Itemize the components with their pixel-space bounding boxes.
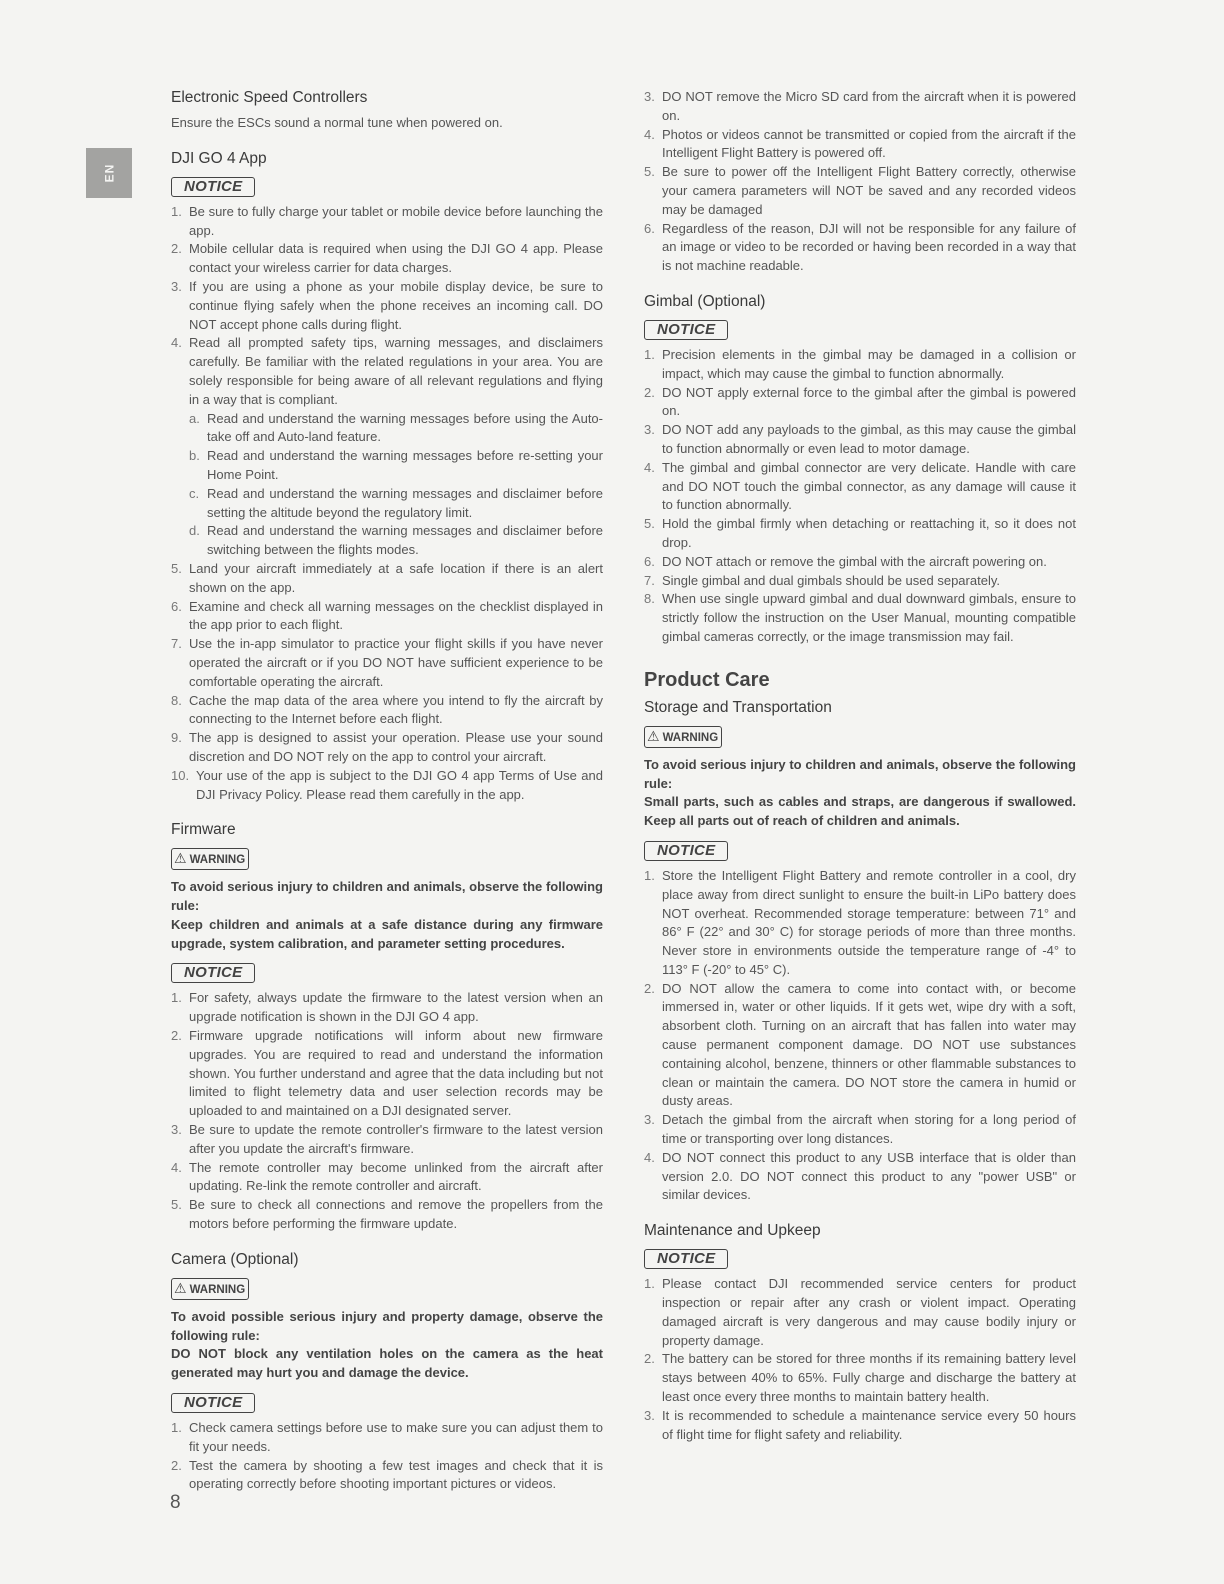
- list-item: 3. If you are using a phone as your mobile display device, be sure to continue flying safely when the phone receives an incoming call. DO NOT accept phone calls during flight.: [171, 278, 603, 332]
- esc-heading: Electronic Speed Controllers: [171, 89, 368, 106]
- list-item: 3. Detach the gimbal from the aircraft when storing for a long period of time or transporting over long distances.: [644, 1112, 1076, 1147]
- language-tab-label: EN: [101, 163, 116, 183]
- app-sublist: [189, 410, 603, 560]
- list-item: 4. Photos or videos cannot be transmitted or copied from the aircraft if the Intelligent Flight Battery is powered off.: [644, 126, 1076, 161]
- camera-list-continued: [644, 88, 1076, 276]
- list-item: 3. It is recommended to schedule a maintenance service every 50 hours of flight time for flight safety and reliability.: [644, 1407, 1076, 1442]
- list-item: 1. For safety, always update the firmware to the latest version when an upgrade notification is shown in the DJI GO 4 app.: [171, 990, 603, 1025]
- left-column: [171, 88, 603, 1494]
- camera-section: [171, 1250, 603, 1494]
- maintenance-heading: Maintenance and Upkeep: [644, 1222, 821, 1240]
- sub-list-item: a. Read and understand the warning messages before using the Auto-take off and Auto-land feature.: [189, 410, 603, 445]
- list-item: 10. Your use of the app is subject to the DJI GO 4 app Terms of Use and DJI Privacy Policy. Please read them carefully in the app.: [171, 767, 603, 802]
- list-item: 7. Single gimbal and dual gimbals should be used separately.: [644, 572, 1000, 588]
- list-item: 2. DO NOT apply external force to the gimbal after the gimbal is powered on.: [644, 384, 1076, 419]
- warning-label: ⚠ WARNING: [171, 848, 249, 870]
- storage-section: [644, 698, 1076, 1206]
- list-item: 1. Please contact DJI recommended service centers for product inspection or repair after any crash or violent impact. Operating damaged aircraft is very dangerous and may cause bodily injury or property damage.: [644, 1276, 1076, 1348]
- warning-text: To avoid serious injury to children and animals, observe the following rule: Keep children and animals at a safe distance during any firmware upgrade, system calibration, and parameter setting procedures.: [171, 879, 603, 951]
- list-item: 3. DO NOT remove the Micro SD card from the aircraft when it is powered on.: [644, 89, 1076, 123]
- list-item: 2. Test the camera by shooting a few test images and check that it is operating correctly before shooting important pictures or videos.: [171, 1457, 603, 1492]
- list-item: 6. DO NOT attach or remove the gimbal with the aircraft powering on.: [644, 553, 1047, 569]
- notice-label: NOTICE: [171, 963, 255, 983]
- firmware-list: [171, 989, 603, 1233]
- sub-list-item: c. Read and understand the warning messages and disclaimer before setting the altitude beyond the regulatory limit.: [189, 485, 603, 520]
- list-item: 2. Firmware upgrade notifications will inform about new firmware upgrades. You are required to read and understand the information shown. You further understand and agree that the data including but not limited to flight telemetry data and user selection records may be uploaded to and maintained on a DJI designated server.: [171, 1028, 603, 1119]
- warning-text: To avoid possible serious injury and property damage, observe the following rule: DO NOT block any ventilation holes on the camera as the heat generated may hurt you and damage the device.: [171, 1308, 603, 1381]
- list-item: 5. Hold the gimbal firmly when detaching or reattaching it, so it does not drop.: [644, 516, 1076, 550]
- list-item: 1. Store the Intelligent Flight Battery and remote controller in a cool, dry place away from direct sunlight to ensure the built-in LiPo battery does NOT overheat. Recommended storage temperature: between 71° and 86° F (22° and 30° C) for storage periods of more than three months. Never store in environments outside the temperature range of -4° to 113° F (-20° to 45° C).: [644, 867, 1076, 977]
- gimbal-heading: Gimbal (Optional): [644, 292, 766, 310]
- sub-list-item: d. Read and understand the warning messages and disclaimer before switching between the flights modes.: [189, 523, 603, 558]
- app-heading: DJI GO 4 App: [171, 149, 267, 167]
- app-list: [171, 203, 603, 805]
- warning-label: ⚠ WARNING: [644, 726, 722, 748]
- list-item: 5. Be sure to power off the Intelligent Flight Battery correctly, otherwise your camera parameters will NOT be saved and any recorded videos may be damaged: [644, 164, 1076, 217]
- notice-label: NOTICE: [644, 320, 728, 340]
- esc-text: Ensure the ESCs sound a normal tune when powered on.: [171, 115, 503, 130]
- list-item: 3. DO NOT add any payloads to the gimbal, as this may cause the gimbal to function abnormally or even lead to motor damage.: [644, 422, 1076, 456]
- list-item: 7. Use the in-app simulator to practice your flight skills if you have never operated the aircraft or if you DO NOT have sufficient experience to be comfortable operating the aircraft.: [171, 636, 603, 689]
- list-item: 6. Regardless of the reason, DJI will not be responsible for any failure of an image or video to be recorded or having been recorded in a way that is not machine readable.: [644, 220, 1076, 274]
- list-item: 4. DO NOT connect this product to any USB interface that is older than version 2.0. DO NOT connect this product to any "power USB" or similar devices.: [644, 1149, 1076, 1203]
- list-item: 5. Be sure to check all connections and remove the propellers from the motors before performing the firmware update.: [171, 1197, 603, 1232]
- list-item: 4. Read all prompted safety tips, warning messages, and disclaimers carefully. Be familiar with the related regulations in your area. You are solely responsible for being aware of all relevant regulations and flying in a way that is compliant. a. Read and understand the warning messages before using the Auto-take off and Auto-land feature. b. Read and understand the warning messages before re-setting your Home Point. c. Read and understand the warning messages and disclaimer before setting the altitude beyond the regulatory limit. d. Read and understand the warning messages and disclaimer before switching between the flights modes.: [171, 334, 603, 560]
- notice-label: NOTICE: [644, 841, 728, 861]
- warning-triangle-icon: ⚠: [647, 727, 660, 744]
- warning-label: ⚠ WARNING: [171, 1278, 249, 1300]
- right-column: [644, 88, 1076, 1444]
- list-item: 4. The gimbal and gimbal connector are very delicate. Handle with care and DO NOT touch the gimbal connector, as any damage will cause it to function abnormally.: [644, 459, 1076, 513]
- list-item: 2. The battery can be stored for three months if its remaining battery level stays between 40% to 65%. Fully charge and discharge the battery at least once every three months to maintain battery health.: [644, 1351, 1076, 1405]
- list-item: 9. The app is designed to assist your operation. Please use your sound discretion and DO NOT rely on the app to control your aircraft.: [171, 730, 603, 764]
- firmware-heading: Firmware: [171, 821, 236, 839]
- gimbal-section: [644, 292, 1076, 647]
- list-item: 8. Cache the map data of the area where you intend to fly the aircraft by connecting to the Internet before each flight.: [171, 692, 603, 727]
- list-item: 8. When use single upward gimbal and dual downward gimbals, ensure to strictly follow the instruction on the User Manual, mounting compatible gimbal cameras correctly, or the image transmission may fail.: [644, 591, 1076, 644]
- esc-section: [171, 88, 603, 133]
- gimbal-list: [644, 346, 1076, 647]
- list-item: 2. Mobile cellular data is required when using the DJI GO 4 app. Please contact your wireless carrier for data charges.: [171, 241, 603, 276]
- list-item: 3. Be sure to update the remote controller's firmware to the latest version after you update the aircraft's firmware.: [171, 1122, 603, 1156]
- camera-list: [171, 1419, 603, 1494]
- list-item: 4. The remote controller may become unlinked from the aircraft after updating. Re-link the remote controller and aircraft.: [171, 1159, 603, 1194]
- list-item: 2. DO NOT allow the camera to come into contact with, or become immersed in, water or other liquids. If it gets wet, wipe dry with a soft, absorbent cloth. Turning on an aircraft that has fallen into water may cause permanent component damage. DO NOT use substances containing alcohol, benzene, thinners or other flammable substances to clean or maintain the camera. DO NOT store the camera in humid or dusty areas.: [644, 980, 1076, 1109]
- list-item: 6. Examine and check all warning messages on the checklist displayed in the app prior to each flight.: [171, 598, 603, 633]
- list-item: 5. Land your aircraft immediately at a safe location if there is an alert shown on the app.: [171, 560, 603, 595]
- storage-list: [644, 867, 1076, 1205]
- sub-list-item: b. Read and understand the warning messages before re-setting your Home Point.: [189, 448, 603, 482]
- maintenance-section: [644, 1221, 1076, 1444]
- list-item: 1. Check camera settings before use to make sure you can adjust them to fit your needs.: [171, 1420, 603, 1454]
- warning-triangle-icon: ⚠: [174, 850, 187, 867]
- camera-heading: Camera (Optional): [171, 1250, 299, 1268]
- warning-text: To avoid serious injury to children and animals, observe the following rule: Small parts, such as cables and straps, are dangerous if swallowed. Keep all parts out of reach of children and animals.: [644, 756, 1076, 829]
- notice-label: NOTICE: [171, 177, 255, 197]
- maintenance-list: [644, 1275, 1076, 1444]
- app-section: [171, 149, 603, 805]
- notice-label: NOTICE: [644, 1249, 728, 1269]
- notice-label: NOTICE: [171, 1393, 255, 1413]
- language-tab: [86, 148, 132, 198]
- warning-triangle-icon: ⚠: [174, 1279, 187, 1296]
- storage-heading: Storage and Transportation: [644, 698, 832, 716]
- firmware-section: [171, 820, 603, 1234]
- list-item: 1. Precision elements in the gimbal may be damaged in a collision or impact, which may cause the gimbal to function abnormally.: [644, 346, 1076, 381]
- product-care-title: Product Care: [644, 668, 770, 691]
- page-number: 8: [170, 1492, 181, 1513]
- list-item: 1. Be sure to fully charge your tablet or mobile device before launching the app.: [171, 203, 603, 238]
